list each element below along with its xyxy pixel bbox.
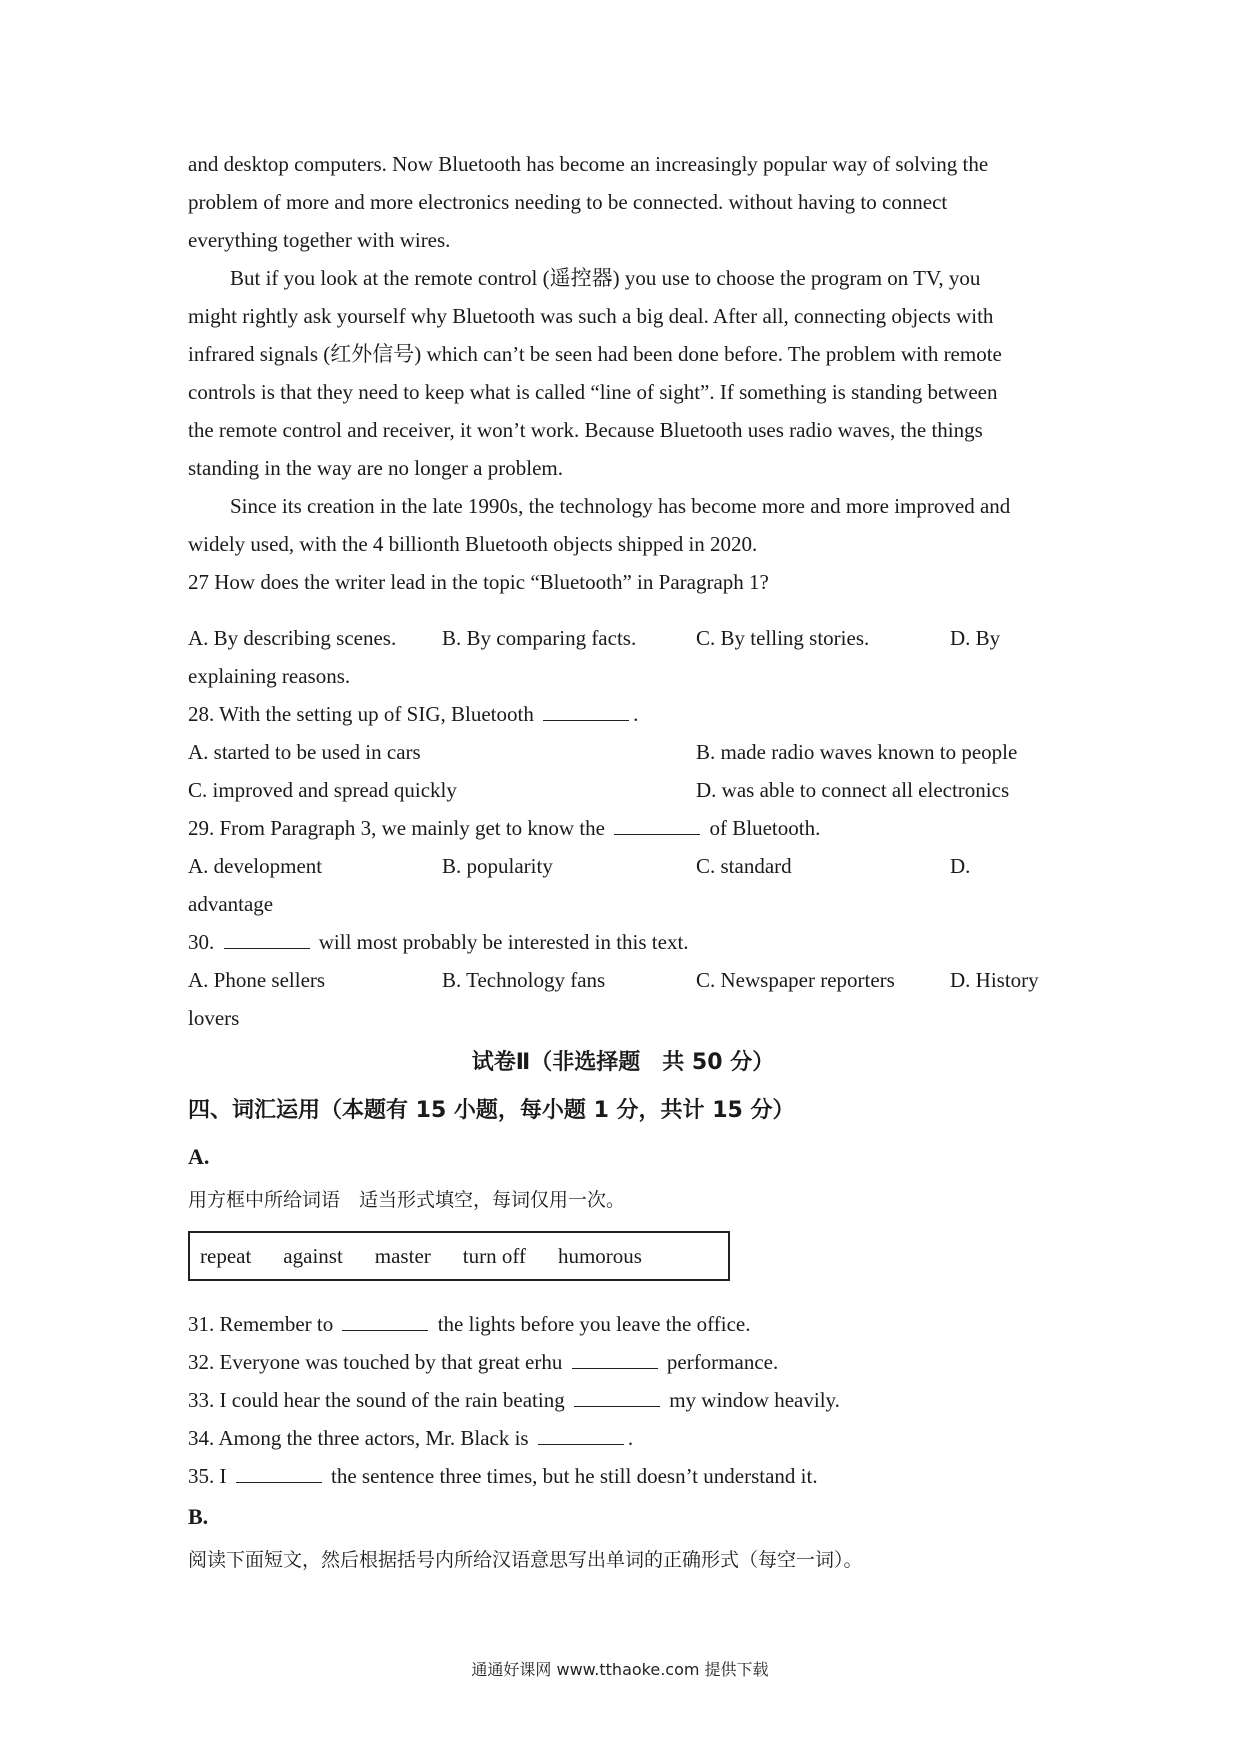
stem-text: 30. — [188, 930, 215, 954]
stem-text: will most probably be interested in this text. — [318, 930, 689, 954]
text-line: infrared signals (红外信号) which can’t be seen had been done before. The problem with remote — [188, 342, 1002, 366]
question-stem — [188, 809, 1058, 847]
text-line: But if you look at the remote control (遥控器) you use to choose the program on TV, you — [230, 266, 981, 290]
option-d: D. was able to connect all electronics — [696, 778, 1010, 802]
stem-text: 29. From Paragraph 3, we mainly get to know the — [188, 816, 606, 840]
text-line: controls is that they need to keep what is called “line of sight”. If something is standing between — [188, 380, 998, 404]
option-d-wrap: explaining reasons. — [188, 664, 351, 688]
item-text: 33. I could hear the sound of the rain beating — [188, 1388, 565, 1412]
document-page — [188, 145, 1058, 1581]
option-c: C. standard — [696, 854, 792, 878]
item-text: performance. — [666, 1350, 779, 1374]
question-stem: 27 How does the writer lead in the topic “Bluetooth” in Paragraph 1? — [188, 570, 769, 594]
answer-blank — [538, 1424, 624, 1445]
answer-blank — [236, 1462, 322, 1483]
word-item: turn off — [462, 1243, 526, 1268]
word-item: repeat — [200, 1243, 252, 1268]
answer-blank — [224, 928, 310, 949]
option-c: C. By telling stories. — [696, 626, 870, 650]
option-a: A. Phone sellers — [188, 968, 326, 992]
option-a: A. By describing scenes. — [188, 626, 397, 650]
option-row — [188, 733, 1058, 771]
option-c: C. Newspaper reporters — [696, 968, 895, 992]
option-b: B. Technology fans — [442, 968, 606, 992]
option-d: D. History — [950, 968, 1039, 992]
option-row — [188, 619, 1058, 657]
option-row — [188, 847, 1058, 885]
option-d-wrap: advantage — [188, 892, 274, 916]
question-stem — [188, 695, 1058, 733]
part-b-instruction: 阅读下面短文，然后根据括号内所给汉语意思写出单词的正确形式（每空一词）。 — [188, 1549, 863, 1571]
question-29 — [188, 809, 1058, 923]
text-line: the remote control and receiver, it won’t work. Because Bluetooth uses radio waves, the things — [188, 418, 983, 442]
text-line: standing in the way are no longer a problem. — [188, 456, 563, 480]
option-b: B. popularity — [442, 854, 553, 878]
word-box — [188, 1231, 730, 1281]
part-a-instruction: 用方框中所给词语 适当形式填空，每词仅用一次。 — [188, 1189, 626, 1211]
fill-item-31 — [188, 1305, 1058, 1343]
fill-item-34 — [188, 1419, 1058, 1457]
item-text: 31. Remember to — [188, 1312, 334, 1336]
passage-paragraph-1 — [188, 145, 1058, 259]
part-b-label: B. — [188, 1504, 209, 1529]
question-30 — [188, 923, 1058, 1037]
option-b: B. By comparing facts. — [442, 626, 637, 650]
item-text: 32. Everyone was touched by that great erhu — [188, 1350, 563, 1374]
fill-item-32 — [188, 1343, 1058, 1381]
word-item: against — [283, 1243, 343, 1268]
text-line: problem of more and more electronics needing to be connected. without having to connect — [188, 190, 948, 214]
answer-blank — [614, 814, 700, 835]
question-27 — [188, 563, 1058, 695]
passage-paragraph-3 — [188, 487, 1058, 563]
option-a: A. development — [188, 854, 323, 878]
option-a: A. started to be used in cars — [188, 740, 421, 764]
question-28 — [188, 695, 1058, 809]
option-c: C. improved and spread quickly — [188, 778, 457, 802]
option-d-wrap: lovers — [188, 1006, 240, 1030]
answer-blank — [572, 1348, 658, 1369]
question-stem — [188, 923, 1058, 961]
text-line: might rightly ask yourself why Bluetooth was such a big deal. After all, connecting objects with — [188, 304, 994, 328]
word-item: master — [374, 1243, 431, 1268]
item-text: my window heavily. — [669, 1388, 840, 1412]
paper-2-title: 试卷Ⅱ（非选择题 共 50 分） — [471, 1050, 775, 1075]
fill-item-35 — [188, 1457, 1058, 1495]
option-row — [188, 961, 1058, 999]
stem-text: of Bluetooth. — [709, 816, 821, 840]
item-text: the lights before you leave the office. — [437, 1312, 751, 1336]
item-text: 35. I — [188, 1464, 227, 1488]
text-line: everything together with wires. — [188, 228, 451, 252]
item-text: 34. Among the three actors, Mr. Black is — [188, 1426, 529, 1450]
word-item: humorous — [557, 1243, 642, 1268]
fill-item-33 — [188, 1381, 1058, 1419]
option-d: D. — [950, 854, 971, 878]
part-a-label: A. — [188, 1144, 210, 1169]
option-d: D. By — [950, 626, 1001, 650]
passage-paragraph-2 — [188, 259, 1058, 487]
answer-blank — [342, 1310, 428, 1331]
option-b: B. made radio waves known to people — [696, 740, 1018, 764]
page-footer: 通通好课网 www.tthaoke.com 提供下载 — [471, 1660, 769, 1679]
answer-blank — [543, 700, 629, 721]
section-4-heading: 四、词汇运用（本题有 15 小题，每小题 1 分，共计 15 分） — [188, 1098, 795, 1123]
item-text: . — [627, 1426, 634, 1450]
text-line: widely used, with the 4 billionth Bluetooth objects shipped in 2020. — [188, 532, 758, 556]
option-row — [188, 771, 1058, 809]
item-text: the sentence three times, but he still doesn’t understand it. — [331, 1464, 818, 1488]
stem-text: . — [633, 702, 639, 726]
text-line: Since its creation in the late 1990s, the technology has become more and more improved and — [230, 494, 1011, 518]
answer-blank — [574, 1386, 660, 1407]
fill-in-items — [188, 1305, 1058, 1495]
text-line: and desktop computers. Now Bluetooth has become an increasingly popular way of solving the — [188, 152, 989, 176]
stem-text: 28. With the setting up of SIG, Bluetooth — [188, 702, 534, 726]
